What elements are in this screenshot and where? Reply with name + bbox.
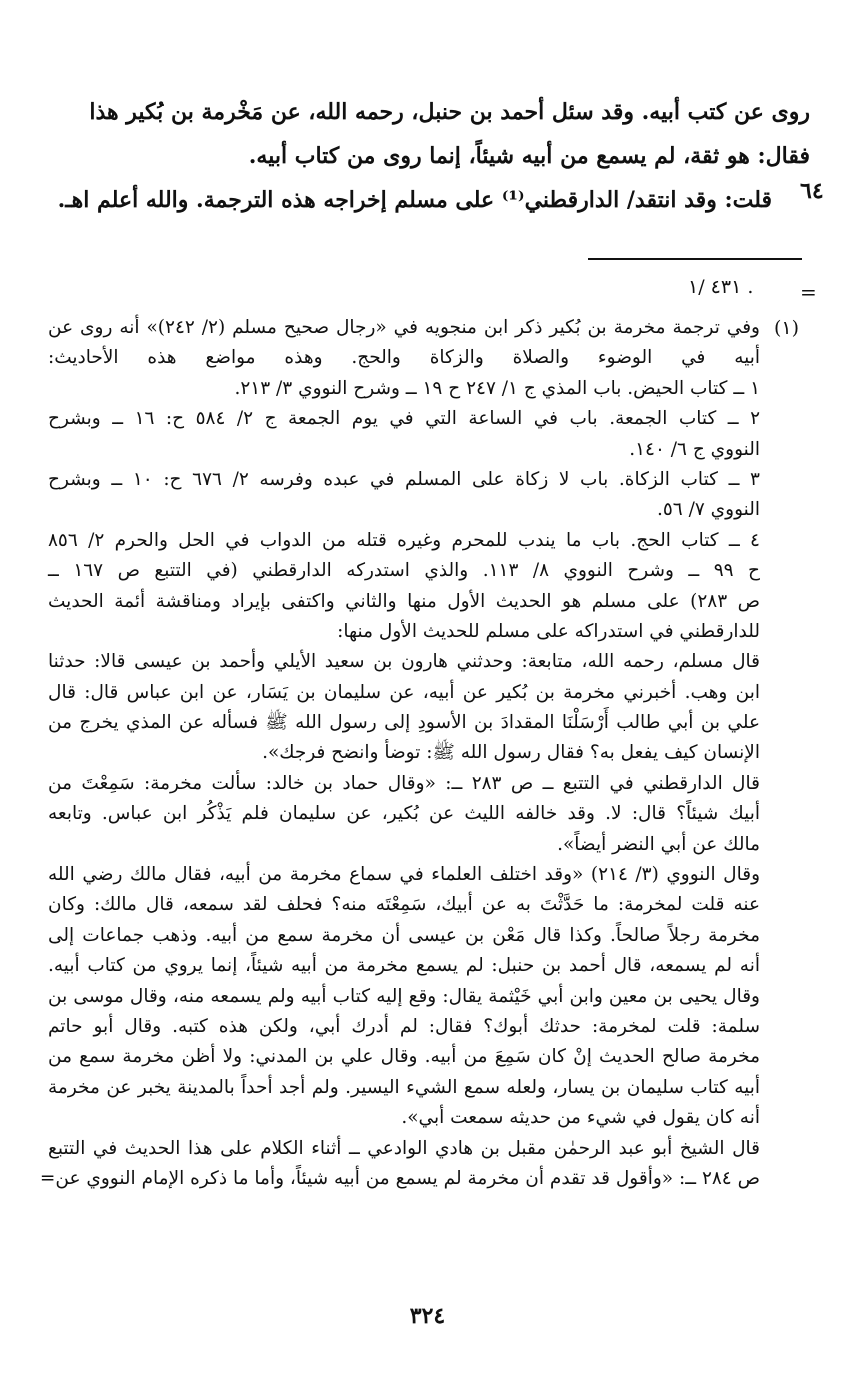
footnote-line: ١ ــ كتاب الحيض. باب المذي ج ١/ ٢٤٧ ح ١٩ ــ وشرح النووي ٣/ ٢١٣. — [234, 377, 760, 399]
footnote-line: أبيه كتاب سليمان بن يسار، ولعله سمع الشيء اليسير. ولم أجد أحداً بالمدينة يخبر عن مخرمة — [48, 1076, 760, 1098]
footnote-line: وقال النووي (٣/ ٢١٤) «وقد اختلف العلماء في سماع مخرمة من أبيه، فقال مالك رضي الله — [48, 864, 761, 886]
footnote-line: عنه قلت لمخرمة: ما حَدَّثْتَ به عن أبيك، سَمِعْتَه منه؟ فحلف لقد سمعه، قال مالك: وكان — [48, 894, 760, 916]
footnote-line: أنه كان يقول في شيء من حديثه سمعت أبي». — [401, 1107, 760, 1129]
page-number: ٣٢٤ — [409, 1303, 446, 1329]
footnote-line: ٤ ــ كتاب الحج. باب ما يندب للمحرم وغيره قتله من الدواب في الحل والحرم ٢/ ٨٥٦ — [48, 529, 760, 551]
footnote-line: ابن وهب. أخبرني مخرمة بن بُكير عن أبيه، عن سليمان بن يَسَار، عن ابن عباس قال: قال — [48, 681, 760, 703]
footnote-line: مالك عن أبي النضر أيضاً». — [557, 833, 760, 855]
footnote-line: قال مسلم، رحمه الله، متابعة: وحدثني هارون بن سعيد الأيلي وأحمد بن عيسى قالا: حدثنا — [48, 651, 760, 673]
main-text — [57, 90, 810, 222]
footnote-line: مخرمة صالح الحديث إنْ كان سَمِعَ من أبيه. وقال علي بن المدني: ولا أظن مخرمة سمع من — [48, 1046, 760, 1068]
previous-footnote-ref: . ٤٣١ /١ — [688, 276, 754, 298]
footnote-line: ٢ ــ كتاب الجمعة. باب في الساعة التي في يوم الجمعة ج ٢/ ٥٨٤ ح: ١٦ ــ وبشرح — [48, 408, 761, 430]
main-line-3: قلت: وقد انتقد/ الدارقطني⁽¹⁾ على مسلم إخراجه هذه الترجمة. والله أعلم اهـ. — [57, 187, 772, 213]
footnote-line: أبيك شيئاً؟ قال: لا. وقد خالفه الليث عن بُكير، عن سليمان فلم يَذْكُر ابن عباس. وتابعه — [48, 803, 760, 825]
footnote-line: وقال يحيى بن معين وابن أبي خَيْثمة يقال: وقع إليه كتاب أبيه ولم يسمعه منه، وقال موسى بن — [48, 985, 760, 1007]
footnote-line: أبيه في الوضوء والصلاة والزكاة والحج. وهذه مواضع هذه الأحاديث: — [48, 347, 760, 369]
footnote-body — [39, 313, 761, 1194]
footnote-line: قال الدارقطني في التتبع ــ ص ٢٨٣ ــ: «وقال حماد بن خالد: سألت مخرمة: سَمِعْتَ من — [48, 772, 760, 794]
footnote-line: النووي ج ٦/ ١٤٠. — [629, 438, 760, 460]
footnote-line: وفي ترجمة مخرمة بن بُكير ذكر ابن منجويه في «رجال صحيح مسلم (٢/ ٢٤٢)» أنه روى عن — [48, 317, 760, 338]
footnote-line: سلمة: قلت لمخرمة: حدثك أبوك؟ فقال: لم أدرك أبي، ولكن هذه كتبه. وقال أبو حاتم — [48, 1015, 760, 1037]
footnote-separator — [588, 258, 802, 260]
footnote-line: أنه لم يسمعه، قال أحمد بن حنبل: لم يسمع مخرمة من أبيه شيئاً، إنما يروي من كتاب أبيه. — [48, 955, 760, 977]
footnote-line: ٣ ــ كتاب الزكاة. باب لا زكاة على المسلم في عبده وفرسه ٢/ ٦٧٦ ح: ١٠ ــ وبشرح — [48, 468, 760, 490]
main-line-1: روى عن كتب أبيه. وقد سئل أحمد بن حنبل، رحمه الله، عن مَخْرمة بن بُكير هذا — [89, 99, 810, 125]
footnote-marker: (١) — [774, 317, 800, 339]
continuation-mark: = — [800, 280, 817, 304]
footnote-line: علي بن أبي طالب أَرْسَلْنَا المقدادَ بن الأسودِ إلى رسول الله ﷺ فسأله عن المذي يخرج من — [48, 712, 760, 734]
main-line-2: فقال: هو ثقة، لم يسمع من أبيه شيئاً، إنما روى من كتاب أبيه. — [248, 143, 810, 169]
footnote-line: ص ٢٨٣) على مسلم هو الحديث الأول منها والثاني واكتفى بإيراد ومناقشة أئمة الحديث — [48, 590, 760, 612]
footnote-line: للدارقطني في استدراكه على مسلم للحديث الأول منها: — [337, 620, 760, 642]
footnote-line: مخرمة رجلاً صالحاً. وكذا قال مَعْن بن عيسى أن مخرمة سمع من أبيه. وذهب جماعات إلى — [48, 924, 760, 946]
footnote-line: الإنسان كيف يفعل به؟ فقال رسول الله ﷺ: توضأ وانضح فرجك». — [262, 742, 760, 764]
footnote-line: النووي ٧/ ٥٦. — [656, 499, 760, 521]
footnote-line: ح ٩٩ ــ وشرح النووي ٨/ ١١٣. والذي استدركه الدارقطني (في التتبع ص ١٦٧ ــ — [48, 560, 760, 582]
margin-page-reference: ٦٤ — [800, 178, 824, 204]
footnote-line: قال الشيخ أبو عبد الرحمٰن مقبل بن هادي الوادعي ــ أثناء الكلام على هذا الحديث في التتبع — [48, 1137, 760, 1159]
footnote-line: ص ٢٨٤ ــ: «وأقول قد تقدم أن مخرمة لم يسمع من أبيه شيئاً، وأما ما ذكره الإمام النووي عن= — [39, 1167, 760, 1189]
